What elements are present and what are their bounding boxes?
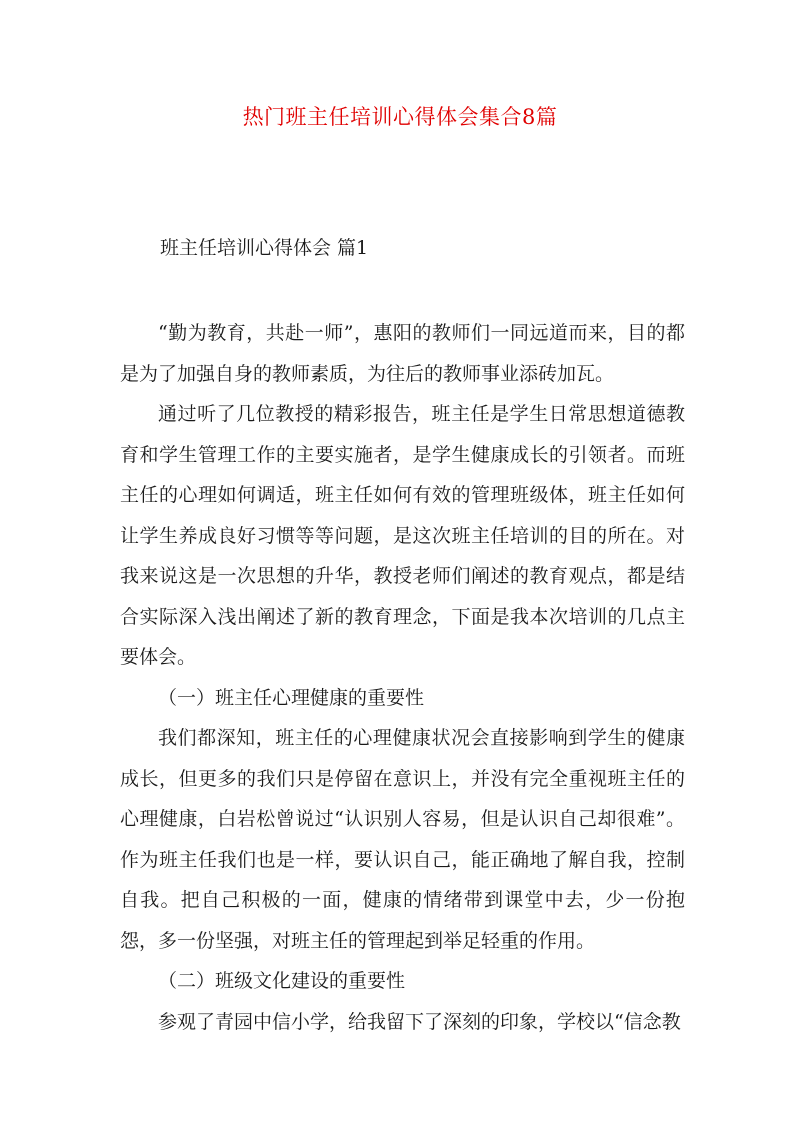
document-title: 热门班主任培训心得体会集合8篇 <box>242 105 558 129</box>
paragraph-class-culture: 参观了青园中信小学，给我留下了深刻的印象，学校以“信念教 <box>158 1010 681 1033</box>
subheading-class-culture: （二）班级文化建设的重要性 <box>158 970 406 992</box>
paragraph-intro: “勤为教育，共赴一师”，惠阳的教师们一同远道而来，目的都是为了加强自身的教师素质，为往后的教师事业添砖加瓦。 <box>120 322 685 385</box>
paragraph-mental-health: 我们都深知，班主任的心理健康状况会直接影响到学生的健康成长，但更多的我们只是停留在意识上，并没有完全重视班主任的心理健康，白岩松曾说过“认识别人容易，但是认识自己却很难”。作为班主任我们也是一样，要认识自己，能正确地了解自我，控制自我。把自己积极的一面，健康的情绪带到课堂中去，少一份抱怨，多一份坚强，对班主任的管理起到举足轻重的作用。 <box>120 727 685 952</box>
document-body <box>120 313 685 1042</box>
subheading-mental-health: （一）班主任心理健康的重要性 <box>158 686 425 709</box>
section-heading: 班主任培训心得体会 篇1 <box>160 237 369 259</box>
paragraph-report: 通过听了几位教授的精彩报告，班主任是学生日常思想道德教育和学生管理工作的主要实施者，是学生健康成长的引领者。而班主任的心理如何调适，班主任如何有效的管理班级体，班主任如何让学生养成良好习惯等等问题，是这次班主任培训的目的所在。对我来说这是一次思想的升华，教授老师们阐述的教育观点，都是结合实际深入浅出阐述了新的教育理念，下面是我本次培训的几点主要体会。 <box>120 403 685 668</box>
